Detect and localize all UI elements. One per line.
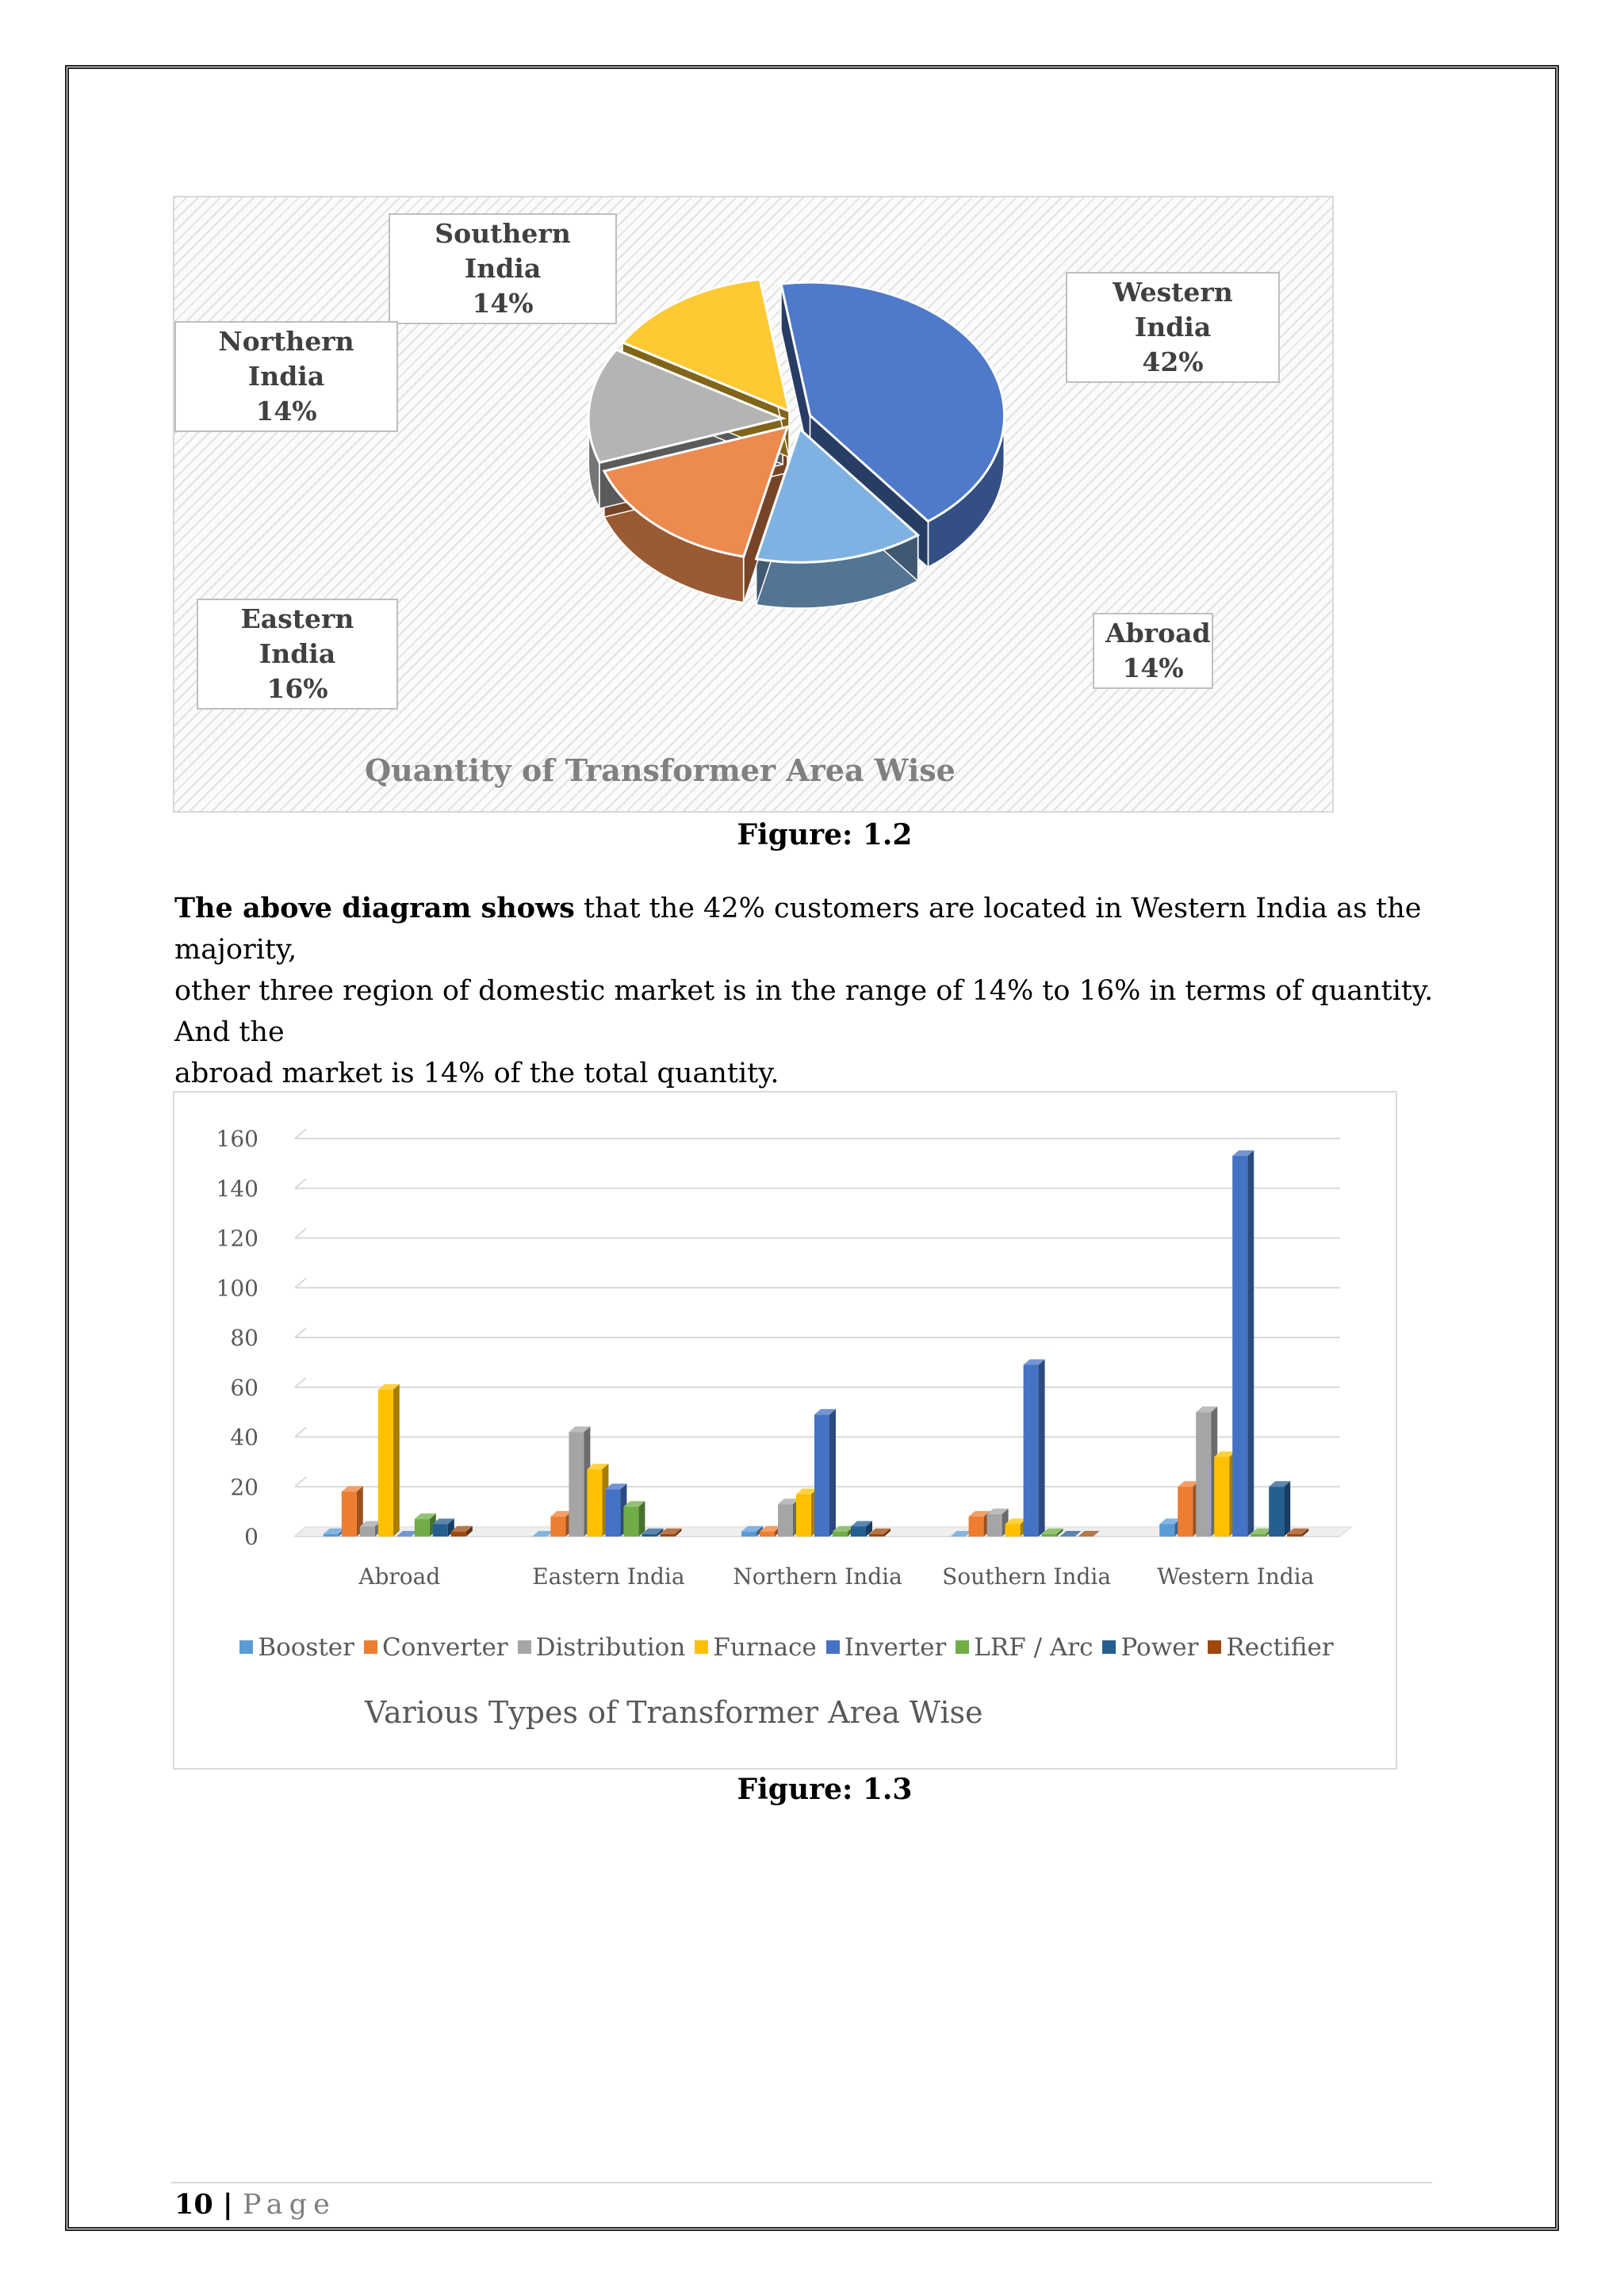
pie-label-pct: 42% <box>1142 346 1204 377</box>
y-tick-label: 60 <box>230 1374 259 1401</box>
y-tick-label: 40 <box>230 1424 259 1451</box>
bar-front <box>587 1469 602 1536</box>
bar-converter-abroad <box>342 1487 363 1536</box>
bar-front <box>814 1414 829 1536</box>
bar-front <box>569 1432 584 1536</box>
page-word: Page <box>242 2189 336 2221</box>
x-category-label: Southern India <box>942 1563 1112 1590</box>
legend-swatch <box>1102 1640 1116 1654</box>
legend-swatch <box>364 1640 377 1654</box>
y-tick-label: 80 <box>230 1325 259 1351</box>
pie-label-western-india <box>1066 272 1280 383</box>
bar-front <box>969 1517 984 1536</box>
bar-front <box>415 1519 430 1536</box>
bar-chart-frame <box>173 1091 1397 1770</box>
bar-front <box>324 1534 339 1536</box>
footer-rule <box>171 2182 1432 2183</box>
bar-front <box>660 1534 675 1536</box>
paragraph-bold-lead: The above diagram shows <box>174 892 575 924</box>
x-category-label: Abroad <box>358 1563 441 1590</box>
gridline-depth <box>295 1477 306 1487</box>
bar-furnace-eastern-india <box>587 1464 608 1536</box>
bar-side <box>1247 1150 1254 1536</box>
bar-front <box>1178 1487 1193 1536</box>
bar-front <box>760 1532 775 1536</box>
bar-front <box>1269 1487 1284 1536</box>
pie-chart-title: Quantity of Transformer Area Wise <box>365 752 956 788</box>
pie-label-name: Northern India <box>218 326 354 392</box>
legend-item <box>695 1633 816 1662</box>
legend-swatch <box>956 1640 969 1654</box>
pie-label-eastern-india <box>197 599 398 710</box>
legend-swatch <box>695 1640 708 1654</box>
bar-side <box>393 1384 400 1536</box>
pie-label-abroad <box>1093 613 1213 689</box>
bar-front <box>605 1489 620 1536</box>
bar-distribution-southern-india <box>987 1509 1009 1536</box>
gridline-depth <box>295 1179 306 1188</box>
bar-front <box>1287 1534 1302 1536</box>
bar-side <box>638 1501 645 1536</box>
page-footer <box>174 2188 336 2221</box>
legend-item <box>518 1633 686 1662</box>
bar-distribution-northern-india <box>778 1498 799 1536</box>
bar-side <box>1039 1360 1045 1536</box>
paragraph-line-3: abroad market is 14% of the total quantity. <box>174 1058 779 1089</box>
bar-front <box>451 1532 466 1536</box>
bar-lrf-arc-abroad <box>415 1513 436 1536</box>
bar-front <box>1196 1412 1211 1536</box>
legend-swatch <box>1208 1640 1221 1654</box>
legend-item <box>1208 1633 1333 1662</box>
legend-item <box>1102 1633 1198 1662</box>
bar-chart-title: Various Types of Transformer Area Wise <box>365 1695 983 1730</box>
gridline-depth <box>295 1378 306 1387</box>
paragraph-line-2: other three region of domestic market is in the range of 14% to 16% in terms of quantity. And the <box>174 975 1434 1048</box>
bar-chart <box>174 1093 1396 1632</box>
legend-label: Inverter <box>844 1633 947 1662</box>
bar-chart-legend <box>174 1633 1399 1662</box>
bar-converter-western-india <box>1178 1481 1199 1536</box>
bar-front <box>342 1492 357 1536</box>
pie-label-name: Southern India <box>435 218 571 284</box>
figure-caption-1-2: Figure: 1.2 <box>737 818 913 851</box>
bar-front <box>796 1494 811 1536</box>
bar-inverter-western-india <box>1232 1150 1254 1536</box>
bar-side <box>1284 1481 1290 1536</box>
bar-lrf-arc-eastern-india <box>623 1501 645 1536</box>
bar-front <box>1042 1534 1057 1536</box>
y-tick-label: 20 <box>230 1474 259 1501</box>
legend-item <box>956 1633 1093 1662</box>
bar-front <box>869 1534 884 1536</box>
page-number: 10 <box>174 2188 213 2221</box>
pie-label-southern-india <box>389 213 617 324</box>
y-tick-label: 140 <box>216 1175 259 1202</box>
gridline-depth <box>295 1129 306 1138</box>
paragraph-line-1 <box>174 888 1443 970</box>
legend-item <box>826 1633 947 1662</box>
y-tick-label: 100 <box>216 1275 259 1302</box>
bar-front <box>1005 1524 1021 1536</box>
gridline-depth <box>295 1328 306 1337</box>
pie-label-pct: 14% <box>472 288 534 319</box>
legend-label: LRF / Arc <box>974 1633 1094 1662</box>
bar-front <box>642 1534 657 1536</box>
pie-label-pct: 14% <box>1122 652 1184 683</box>
gridline-depth <box>295 1229 306 1238</box>
legend-label: Booster <box>258 1633 354 1662</box>
bar-front <box>550 1517 565 1536</box>
bar-front <box>833 1532 848 1536</box>
legend-item <box>364 1633 508 1662</box>
paragraph-line-1-text: that the 42% customers are located in Western India as the majority, <box>174 893 1422 966</box>
legend-label: Furnace <box>713 1633 817 1662</box>
bar-front <box>1214 1457 1229 1536</box>
pie-label-name: Eastern India <box>240 603 354 669</box>
y-tick-label: 120 <box>216 1225 259 1252</box>
legend-label: Power <box>1120 1633 1199 1662</box>
pie-label-name: Western India <box>1113 277 1233 342</box>
bar-power-western-india <box>1269 1481 1290 1536</box>
legend-label: Converter <box>381 1633 508 1662</box>
x-category-label: Eastern India <box>532 1563 685 1590</box>
footer-separator: | <box>213 2188 243 2221</box>
bar-inverter-northern-india <box>814 1409 836 1536</box>
legend-swatch <box>518 1640 531 1654</box>
y-tick-label: 160 <box>216 1126 259 1152</box>
bar-converter-eastern-india <box>550 1511 572 1536</box>
legend-label: Distribution <box>535 1633 686 1662</box>
bar-front <box>1159 1524 1174 1536</box>
bar-side <box>829 1409 836 1536</box>
bar-furnace-abroad <box>378 1384 400 1536</box>
bar-front <box>360 1526 375 1536</box>
gridline-depth <box>295 1428 306 1437</box>
legend-item <box>239 1633 354 1662</box>
x-category-label: Northern India <box>733 1563 902 1590</box>
bar-front <box>778 1504 793 1536</box>
bar-distribution-eastern-india <box>569 1426 590 1536</box>
bar-front <box>378 1390 393 1536</box>
bar-front <box>987 1514 1002 1536</box>
bar-front <box>623 1506 638 1536</box>
bar-converter-southern-india <box>969 1511 990 1536</box>
bar-front <box>433 1524 448 1536</box>
figure-caption-1-3: Figure: 1.3 <box>737 1773 913 1806</box>
bar-front <box>1232 1156 1247 1536</box>
body-paragraph <box>174 888 1443 1094</box>
pie-label-name: Abroad <box>1105 618 1211 649</box>
pie-label-pct: 14% <box>255 396 317 427</box>
x-category-label: Western India <box>1157 1563 1315 1590</box>
bar-front <box>1024 1365 1039 1536</box>
bar-front <box>1251 1534 1266 1536</box>
pie-label-pct: 16% <box>266 673 328 704</box>
legend-swatch <box>826 1640 840 1654</box>
legend-swatch <box>239 1640 253 1654</box>
y-tick-label: 0 <box>244 1524 259 1550</box>
bar-front <box>741 1532 756 1536</box>
bar-inverter-southern-india <box>1024 1360 1045 1536</box>
bar-inverter-eastern-india <box>605 1483 626 1536</box>
pie-label-northern-india <box>174 321 398 432</box>
gridline-depth <box>295 1278 306 1288</box>
bar-furnace-western-india <box>1214 1452 1235 1536</box>
bar-distribution-western-india <box>1196 1406 1217 1536</box>
legend-label: Rectifier <box>1226 1633 1334 1662</box>
pie-chart-frame <box>173 196 1334 813</box>
bar-furnace-northern-india <box>796 1489 818 1536</box>
bar-front <box>851 1526 866 1536</box>
